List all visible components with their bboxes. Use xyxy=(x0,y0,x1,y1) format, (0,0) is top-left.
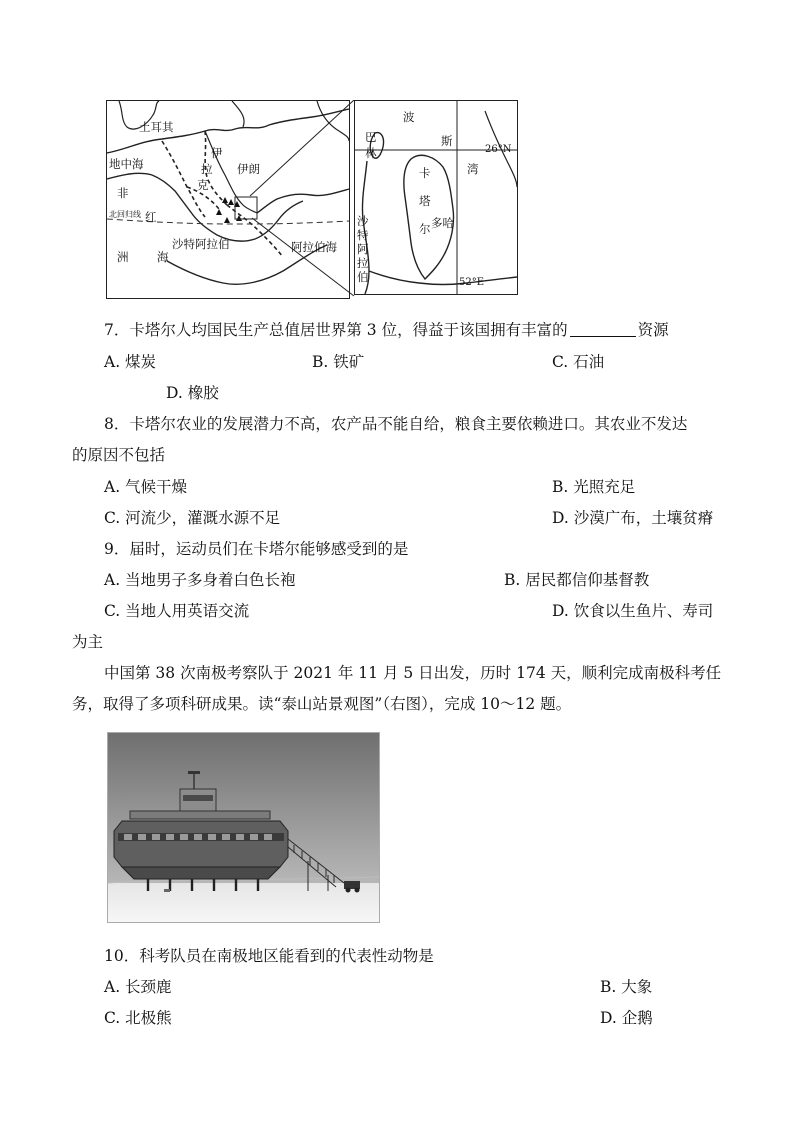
inset-label-latitude: 26°N xyxy=(485,144,512,155)
q7-stem-text: 7．卡塔尔人均国民生产总值居世界第 3 位，得益于该国拥有丰富的 xyxy=(104,321,568,339)
map-zoom-connector xyxy=(240,100,360,300)
map-label-saudi-arabia: 沙特阿拉伯 xyxy=(172,237,230,251)
q10-option-b[interactable]: B. 大象 xyxy=(600,978,653,996)
map-label-iraq-1: 伊 xyxy=(211,146,223,160)
q9-option-b[interactable]: B. 居民都信仰基督教 xyxy=(504,571,650,589)
qatar-inset-map xyxy=(354,100,518,295)
inset-label-qatar-3: 尔 xyxy=(419,222,431,236)
inset-label-saudi-5: 伯 xyxy=(357,270,369,284)
map-label-africa-2: 洲 xyxy=(117,250,129,264)
q9-option-d-wrap: 为主 xyxy=(72,633,104,651)
q8-option-d[interactable]: D. 沙漠广布，土壤贫瘠 xyxy=(552,509,714,527)
inset-label-saudi-4: 拉 xyxy=(357,256,369,270)
q10-option-d[interactable]: D. 企鹅 xyxy=(600,1009,653,1027)
inset-label-persian-3: 湾 xyxy=(467,162,479,176)
map-label-turkey: 土耳其 xyxy=(139,120,174,134)
q9-option-c[interactable]: C. 当地人用英语交流 xyxy=(104,602,250,620)
map-label-mediterranean: 地中海 xyxy=(109,157,144,171)
taishan-station-drawing xyxy=(108,733,379,922)
map-label-iran: 伊朗 xyxy=(237,162,260,176)
inset-label-longitude: 52°E xyxy=(459,277,485,288)
q8-option-a[interactable]: A. 气候干燥 xyxy=(104,478,188,496)
inset-label-persian-2: 斯 xyxy=(441,134,453,148)
map-label-red-sea-2: 海 xyxy=(157,250,169,264)
q8-option-b[interactable]: B. 光照充足 xyxy=(552,478,636,496)
q8-stem-line1: 8．卡塔尔农业的发展潜力不高，农产品不能自给，粮食主要依赖进口。其农业不发达 xyxy=(104,415,688,433)
q10-option-c[interactable]: C. 北极熊 xyxy=(104,1009,172,1027)
inset-label-saudi-3: 阿 xyxy=(357,242,369,256)
inset-label-bahrain-2: 林 xyxy=(365,146,377,160)
inset-label-bahrain-1: 巴 xyxy=(365,130,377,144)
q9-option-a[interactable]: A. 当地男子多身着白色长袍 xyxy=(104,571,296,589)
map-label-tropic: 北回归线 xyxy=(109,210,141,219)
inset-label-saudi-1: 沙 xyxy=(357,214,369,228)
q9-option-d[interactable]: D. 饮食以生鱼片、寿司 xyxy=(552,602,714,620)
intro-line2: 务，取得了多项科研成果。读“泰山站景观图”（右图），完成 10～12 题。 xyxy=(72,695,572,713)
q10-stem: 10．科考队员在南极地区能看到的代表性动物是 xyxy=(104,947,434,965)
inset-label-qatar-1: 卡 xyxy=(419,166,431,180)
inset-label-persian-1: 波 xyxy=(403,110,415,124)
q7-option-b[interactable]: B. 铁矿 xyxy=(312,353,365,371)
map-label-red-sea-1: 红 xyxy=(145,210,157,224)
map-label-africa-1: 非 xyxy=(117,186,129,200)
map-label-arabian-sea: 阿拉伯海 xyxy=(291,240,337,254)
q9-stem: 9．届时，运动员们在卡塔尔能够感受到的是 xyxy=(104,540,409,558)
q8-option-c[interactable]: C. 河流少，灌溉水源不足 xyxy=(104,509,281,527)
q7-option-c[interactable]: C. 石油 xyxy=(552,353,605,371)
q10-option-a[interactable]: A. 长颈鹿 xyxy=(104,978,172,996)
qatar-inset-shapes xyxy=(355,101,517,294)
q8-stem-line2: 的原因不包括 xyxy=(72,446,166,464)
taishan-station-photo xyxy=(107,732,380,923)
q7-option-d[interactable]: D. 橡胶 xyxy=(166,384,219,402)
map-label-iraq-3: 克 xyxy=(197,178,209,192)
inset-label-doha: 多哈 xyxy=(431,216,454,230)
q7-option-a[interactable]: A. 煤炭 xyxy=(104,353,157,371)
q7-stem xyxy=(104,318,669,340)
map-label-iraq-2: 拉 xyxy=(201,162,213,176)
q7-answer-blank[interactable] xyxy=(570,322,636,337)
intro-line1: 中国第 38 次南极考察队于 2021 年 11 月 5 日出发，历时 174 天，顺利完成南极科考任 xyxy=(104,664,722,682)
inset-label-saudi-2: 特 xyxy=(357,228,369,242)
q7-stem-suffix: 资源 xyxy=(637,321,669,339)
inset-label-qatar-2: 塔 xyxy=(419,194,431,208)
